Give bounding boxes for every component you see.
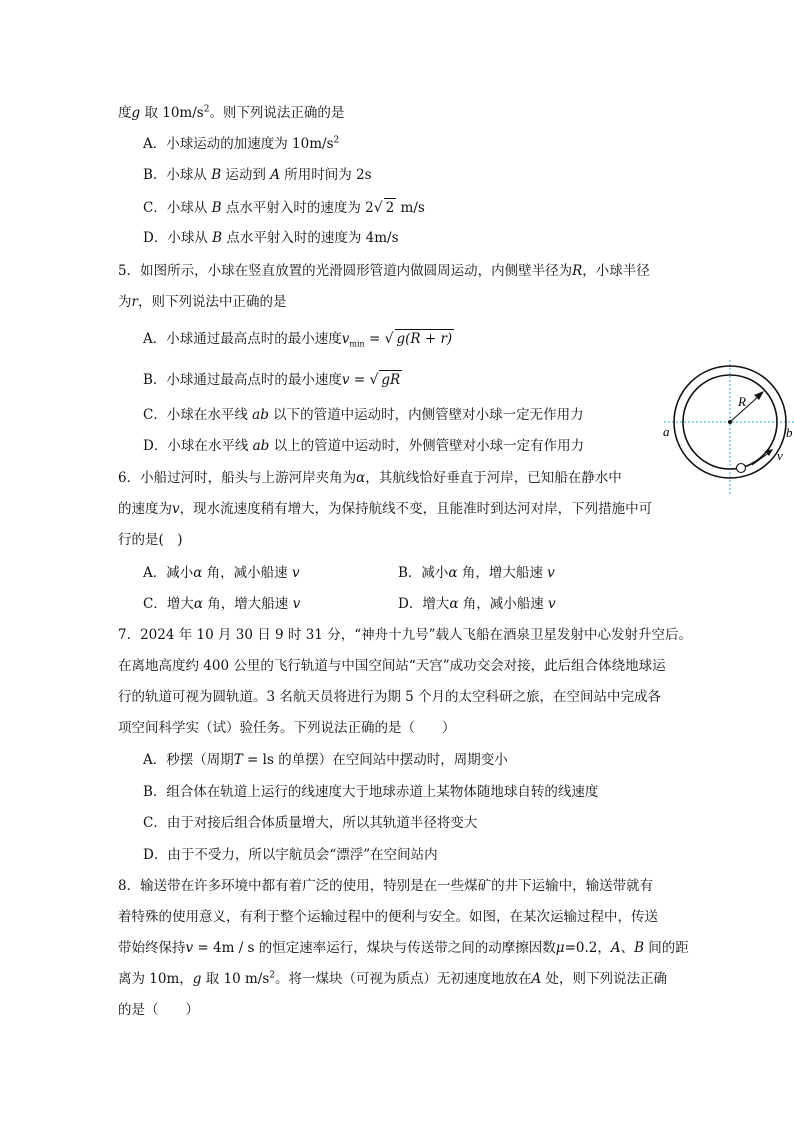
question-8-line-2: 着特殊的使用意义，有利于整个运输过程中的便利与安全。如图，在某次运输过程中，传送 bbox=[118, 909, 658, 925]
var: ab bbox=[252, 407, 269, 423]
var-alpha: α bbox=[356, 470, 366, 486]
var: ab bbox=[252, 438, 270, 454]
question-7-line-1: 7．2024 年 10 月 30 日 9 时 31 分，“神舟十九号”载人飞船在酒泉卫星发射中心发射升空后。 bbox=[118, 627, 692, 643]
sqrt-sign: √ bbox=[384, 331, 394, 347]
text: 角，增大船速 bbox=[457, 565, 543, 581]
var: g bbox=[192, 971, 202, 987]
var-mu: μ bbox=[555, 940, 565, 956]
question-6-line-3: 行的是( ) bbox=[118, 532, 183, 548]
text: 角，减小船速 bbox=[458, 596, 544, 612]
var: R bbox=[572, 263, 583, 279]
var: v bbox=[172, 501, 180, 517]
option-7d: D．由于不受力，所以宇航员会“漂浮”在空间站内 bbox=[143, 847, 438, 863]
var: v bbox=[341, 372, 350, 388]
text: C．小球从 bbox=[143, 200, 208, 216]
text: 度 bbox=[118, 105, 132, 121]
text: A．小球通过最高点时的最小速度 bbox=[143, 331, 342, 347]
question-7-line-2: 在离地高度约 400 公里的飞行轨道与中国空间站“天宫”成功交会对接，此后组合体绕地球运 bbox=[118, 658, 666, 674]
var: r bbox=[131, 294, 138, 310]
subscript: min bbox=[349, 339, 365, 349]
text: 5．如图所示，小球在竖直放置的光滑圆形管道内做圆周运动，内侧壁半径为 bbox=[118, 263, 573, 279]
text: D．小球从 bbox=[143, 230, 208, 246]
text: D．增大 bbox=[398, 596, 450, 612]
label-v: v bbox=[777, 448, 783, 463]
var-g: g bbox=[131, 105, 141, 121]
pipe-circle-diagram bbox=[660, 360, 794, 495]
text: D．小球在水平线 bbox=[143, 438, 249, 454]
text: =0.2， bbox=[564, 940, 611, 956]
option-4b bbox=[143, 166, 372, 184]
label-a: a bbox=[663, 424, 670, 439]
text: = bbox=[364, 331, 385, 347]
question-8-line-1: 8．输送带在许多环境中都有着广泛的使用，特别是在一些煤矿的井下运输中，输送带就有 bbox=[118, 878, 654, 894]
text: 以上的管道中运动时，外侧管壁对小球一定有作用力 bbox=[269, 438, 585, 454]
var: v bbox=[341, 331, 350, 347]
question-7-line-4: 项空间科学实（试）验任务。下列说法正确的是（ ） bbox=[118, 720, 456, 736]
radicand: 2 bbox=[385, 200, 395, 216]
text: ，其航线恰好垂直于河岸，已知船在静水中 bbox=[365, 470, 622, 486]
option-5c bbox=[143, 406, 584, 424]
text: B．小球通过最高点时的最小速度 bbox=[143, 372, 342, 388]
text: 带始终保持 bbox=[118, 940, 186, 956]
label-R: R bbox=[738, 394, 746, 409]
var: v bbox=[291, 565, 300, 581]
option-7c: C．由于对接后组合体质量增大，所以其轨道半径将变大 bbox=[143, 815, 478, 831]
var-alpha: α bbox=[448, 565, 458, 581]
text: ，小球半径 bbox=[582, 263, 650, 279]
text: 角，增大船速 bbox=[202, 596, 289, 612]
question-6-line-1 bbox=[118, 469, 622, 487]
sqrt-sign: √ bbox=[373, 200, 383, 216]
option-6d bbox=[398, 595, 556, 613]
superscript: 2 bbox=[203, 104, 210, 115]
var: A bbox=[610, 940, 621, 956]
var: T bbox=[233, 752, 243, 768]
option-4d bbox=[143, 229, 399, 247]
question-8-line-3 bbox=[118, 939, 689, 957]
superscript: 2 bbox=[269, 970, 276, 981]
label-b: b bbox=[786, 425, 793, 440]
var: B bbox=[211, 167, 222, 183]
text: = ls 的单摆）在空间站中摆动时，周期变小 bbox=[242, 752, 508, 768]
question-5-line-2 bbox=[118, 293, 286, 311]
text: 以下的管道中运动时，内侧管壁对小球一定无作用力 bbox=[268, 407, 584, 423]
question-8-line-4 bbox=[118, 970, 667, 988]
text: = 4m / s 的恒定速率运行，煤块与传送带之间的动摩擦因数 bbox=[193, 940, 556, 956]
question-6-line-2 bbox=[118, 500, 652, 518]
var: A bbox=[531, 971, 542, 987]
option-6c bbox=[143, 595, 300, 613]
text: 运动到 bbox=[221, 167, 266, 183]
text: 所用时间为 2s bbox=[279, 167, 372, 183]
text: 点水平射入时的速度为 2 bbox=[221, 200, 374, 216]
text-line bbox=[118, 104, 344, 122]
text: 间的距 bbox=[644, 940, 689, 956]
text: 的速度为 bbox=[118, 501, 172, 517]
text: A．秒摆（周期 bbox=[143, 752, 234, 768]
text: 6．小船过河时，船头与上游河岸夹角为 bbox=[118, 470, 357, 486]
question-7-line-3: 行的轨道可视为圆轨道。3 名航天员将进行为期 5 个月的太空科研之旅，在空间站中完成各 bbox=[118, 689, 662, 705]
option-5b bbox=[143, 370, 402, 389]
text: 。则下列说法正确的是 bbox=[209, 105, 345, 121]
question-5-line-1 bbox=[118, 262, 650, 280]
text: B．小球从 bbox=[143, 167, 207, 183]
var: v bbox=[548, 596, 556, 612]
superscript: 2 bbox=[333, 135, 340, 146]
text: C．小球在水平线 bbox=[143, 407, 248, 423]
option-4c bbox=[143, 198, 425, 217]
var-alpha: α bbox=[193, 565, 203, 581]
text: A．减小 bbox=[143, 565, 194, 581]
var: B bbox=[634, 940, 645, 956]
option-7b: B．组合体在轨道上运行的线速度大于地球赤道上某物体随地球自转的线速度 bbox=[143, 784, 599, 800]
text: ，则下列说法中正确的是 bbox=[137, 294, 287, 310]
text: 处，则下列说法正确 bbox=[541, 971, 668, 987]
option-5a bbox=[143, 329, 454, 348]
text: 离为 10m， bbox=[118, 971, 193, 987]
option-6a bbox=[143, 564, 300, 582]
text: 角，减小船速 bbox=[202, 565, 288, 581]
ball bbox=[737, 464, 746, 473]
text: ，现水流速度稍有增大，为保持航线不变，且能准时到达河对岸，下列措施中可 bbox=[179, 501, 653, 517]
text: B．减小 bbox=[398, 565, 449, 581]
question-8-line-5: 的是（ ） bbox=[118, 1002, 199, 1018]
text: C．增大 bbox=[143, 596, 194, 612]
option-4a bbox=[143, 135, 339, 153]
text: = bbox=[349, 372, 370, 388]
var: v bbox=[292, 596, 301, 612]
var-alpha: α bbox=[449, 596, 459, 612]
text: 点水平射入时的速度为 4m/s bbox=[222, 230, 399, 246]
text: m/s bbox=[396, 200, 425, 216]
text: A．小球运动的加速度为 10m/s bbox=[143, 136, 334, 152]
option-7a bbox=[143, 751, 508, 769]
text: 、 bbox=[620, 940, 635, 956]
var: A bbox=[270, 167, 280, 183]
var: B bbox=[211, 200, 222, 216]
text: 。将一煤块（可视为质点）无初速度地放在 bbox=[275, 971, 532, 987]
text: 取 10 m/s bbox=[201, 971, 270, 987]
var: B bbox=[212, 230, 223, 246]
option-5d bbox=[143, 437, 584, 455]
sqrt-sign: √ bbox=[369, 372, 379, 388]
radicand: g(R + r) bbox=[396, 331, 453, 347]
text: 取 10m/s bbox=[140, 105, 204, 121]
radicand: gR bbox=[381, 372, 401, 388]
option-6b bbox=[398, 564, 555, 582]
text: 为 bbox=[118, 294, 132, 310]
var: v bbox=[185, 940, 194, 956]
var-alpha: α bbox=[193, 596, 203, 612]
var: v bbox=[547, 565, 555, 581]
